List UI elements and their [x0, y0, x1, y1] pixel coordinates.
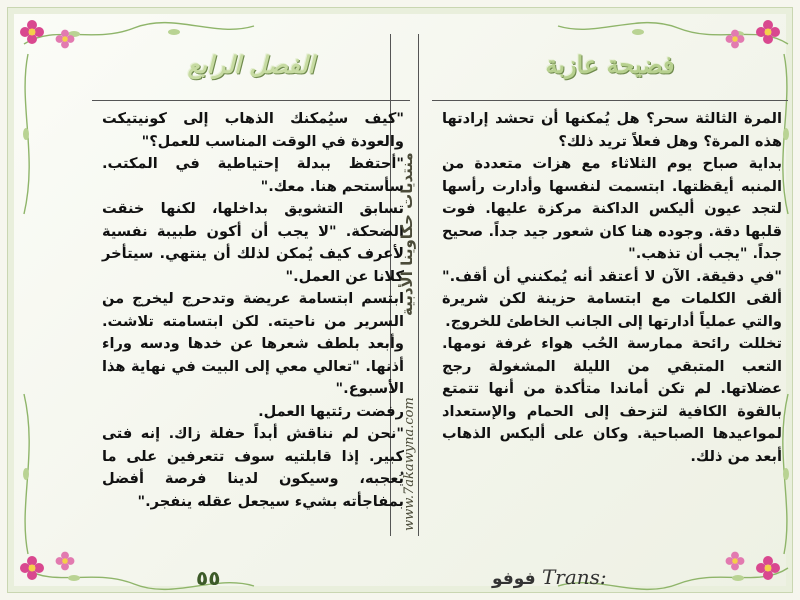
paragraph: "في دقيقة. الآن لا أعتقد أنه يُمكنني أن أقف." ألقى الكلمات مع ابتسامة حزينة لكن شريرة والتي عملياً أدارتها إلى الجانب الخاطئ للخروج.	[442, 267, 782, 330]
flower-icon	[18, 554, 46, 582]
translator-credit	[492, 565, 607, 589]
flower-icon	[54, 28, 76, 50]
flower-icon	[18, 18, 46, 46]
right-column-text	[442, 108, 782, 468]
paragraph: ابتسم ابتسامة عريضة وتدحرج ليخرج من السرير من ناحيته. لكن ابتسامته تلاشت. وأبعد بلطف شعرها عن خدها ودسه وراء أذنها. "تعالي معي إلى البيت في نهاية هذا الأسبوع."	[102, 290, 404, 397]
left-column-text	[102, 108, 404, 513]
story-title: فضيحة عازبة	[545, 50, 675, 79]
forum-name: منتديات حكاوينا الأدبية	[398, 152, 416, 316]
paragraph: بداية صباح يوم الثلاثاء مع هزات متعددة من المنبه أيقظتها. ابتسمت لنفسها وأدارت رأسها لتجد عيون أليكس الداكنة مركزة عليها. فوت قلبها دقة. وجوده هنا كان شعور جيد جداً. صحيح جداً. "يجب أن تذهب."	[442, 155, 782, 262]
forum-url: www.7akawyna.com	[402, 397, 417, 531]
paragraph: رفضت رئتيها العمل.	[258, 402, 404, 420]
paragraph: "كيف سيُمكنك الذهاب إلى كونيتيكت والعودة في الوقت المناسب للعمل؟"	[102, 110, 404, 150]
page-frame	[8, 8, 792, 592]
left-column	[92, 14, 410, 586]
page-number: ٥٥	[196, 566, 221, 590]
paragraph: "أحتفظ ببدلة إحتياطية في المكتب. سأستحم هنا. معك."	[102, 155, 404, 195]
chapter-title: الفصل الرابع	[187, 50, 315, 79]
translator-name: فوفو	[492, 569, 536, 589]
right-column	[432, 14, 788, 586]
paragraph: "نحن لم نناقش أبداً حفلة زاك. إنه فتى كبير. إذا قابلتيه سوف تتعرفين على ما يُعجبه، وسيكون لدينا فرصة أفضل بمفاجأته بشيء سيجعل عقله ينفجر."	[102, 425, 404, 510]
title-rule	[432, 100, 788, 101]
paragraph: تسابق التشويق بداخلها، لكنها خنقت الضحكة. "لا يجب أن أكون طبيبة نفسية لأعرف كيف يُمكن لذلك أن ينتهي. سيتأخر كلانا عن العمل."	[102, 200, 404, 285]
paragraph: المرة الثالثة سحر؟ هل يُمكنها أن تحشد إرادتها هذه المرة؟ وهل فعلاً تريد ذلك؟	[442, 110, 782, 150]
paragraph: تخللت رائحة ممارسة الحُب هواء غرفة نومها. التعب المتبقي من الليلة المشغولة رجج عضلاتها. لم تكن أماندا متأكدة من أنها تتمتع بالقوة الكافية لتزحف إلى الحمام والإستعداد لمواعيدها الصباحية. وكان على أليكس الذهاب أبعد من ذلك.	[442, 335, 782, 465]
flower-icon	[54, 550, 76, 572]
trans-label: Trans:	[541, 565, 607, 589]
title-rule	[92, 100, 410, 101]
